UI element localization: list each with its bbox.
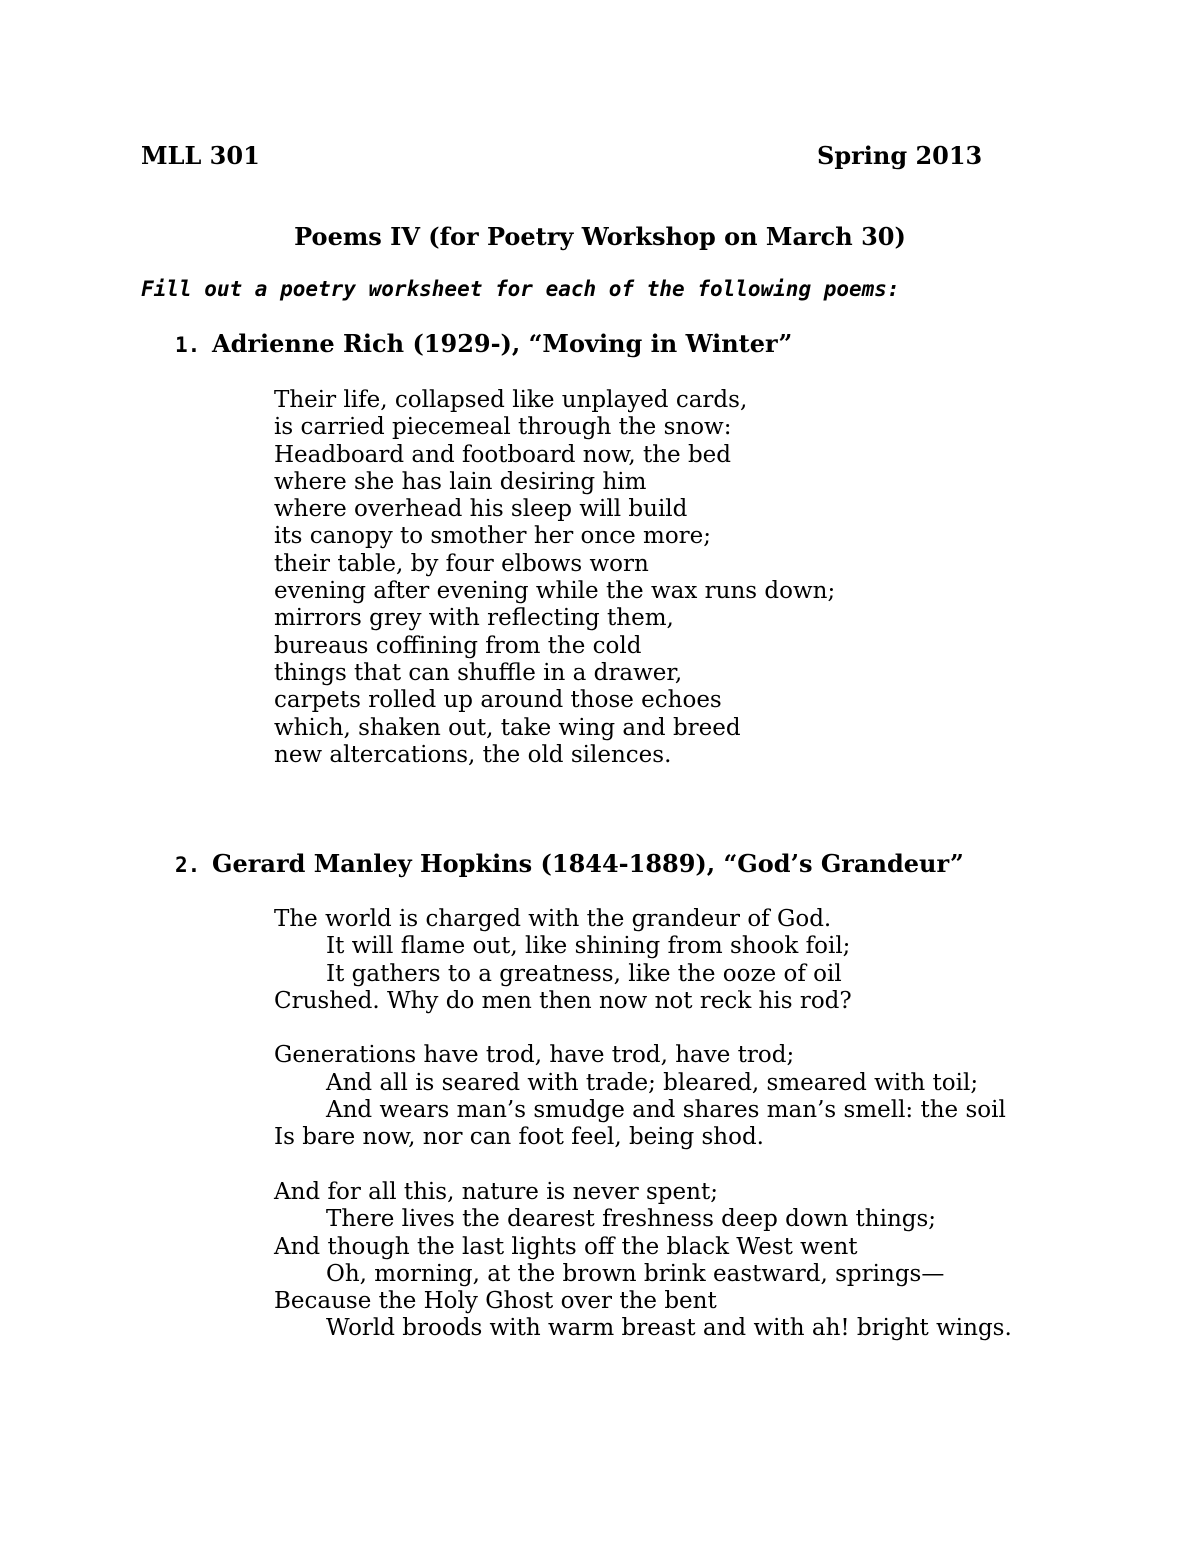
poem-line: Oh, morning, at the brown brink eastward, springs— — [326, 1260, 945, 1287]
poem-line: their table, by four elbows worn — [274, 550, 649, 577]
term: Spring 2013 — [817, 141, 983, 170]
poem-line: evening after evening while the wax runs down; — [274, 578, 836, 605]
poem-line: And for all this, nature is never spent; — [274, 1178, 718, 1205]
poem-line: Because the Holy Ghost over the bent — [274, 1288, 717, 1315]
stanza-break — [274, 1015, 1012, 1042]
poem-line: things that can shuffle in a drawer, — [274, 659, 683, 686]
poem-line: And though the last lights off the black West went — [274, 1233, 858, 1260]
poem-line: And all is seared with trade; bleared, smeared with toil; — [326, 1069, 979, 1096]
poem-line: And wears man’s smudge and shares man’s smell: the soil — [326, 1097, 1006, 1124]
poem-line: Headboard and footboard now, the bed — [274, 441, 732, 468]
poem-2-number: 2. — [175, 853, 201, 877]
page-title: Poems IV (for Poetry Workshop on March 30) — [294, 222, 906, 251]
poem-line: carpets rolled up around those echoes — [274, 687, 722, 714]
poem-1-title: Adrienne Rich (1929-), “Moving in Winter” — [212, 329, 793, 358]
poem-line: where overhead his sleep will build — [274, 496, 688, 523]
poem-2-heading — [175, 849, 964, 878]
poem-line: new altercations, the old silences. — [274, 741, 672, 768]
poem-line: where she has lain desiring him — [274, 468, 647, 495]
poem-1-number: 1. — [175, 333, 201, 357]
poem-1-heading — [175, 329, 792, 358]
poem-1-body — [274, 387, 835, 769]
instruction-text: Fill out a poetry worksheet for each of the following poems: — [141, 277, 900, 301]
poem-line: bureaus coffining from the cold — [274, 632, 642, 659]
poem-2-body — [274, 906, 1012, 1343]
poem-line: Their life, collapsed like unplayed cards, — [274, 387, 748, 413]
poem-line: World broods with warm breast and with ah! bright wings. — [326, 1315, 1012, 1342]
poem-line: Crushed. Why do men then now not reck his rod? — [274, 987, 852, 1014]
stanza-break — [274, 1152, 1012, 1179]
poem-line: There lives the dearest freshness deep down things; — [326, 1206, 937, 1233]
poem-line: It gathers to a greatness, like the ooze of oil — [326, 960, 842, 987]
poem-line: Is bare now, nor can foot feel, being shod. — [274, 1124, 764, 1151]
course-code: MLL 301 — [141, 141, 260, 170]
poem-2-title: Gerard Manley Hopkins (1844-1889), “God’s Grandeur” — [212, 849, 964, 878]
poem-line: mirrors grey with reflecting them, — [274, 605, 674, 632]
poem-line: its canopy to smother her once more; — [274, 523, 712, 550]
poem-line: is carried piecemeal through the snow: — [274, 414, 732, 441]
poem-line: Generations have trod, have trod, have trod; — [274, 1042, 795, 1069]
poem-line: which, shaken out, take wing and breed — [274, 714, 741, 741]
poem-line: The world is charged with the grandeur of God. — [274, 906, 832, 932]
poem-line: It will flame out, like shining from shook foil; — [326, 933, 851, 960]
